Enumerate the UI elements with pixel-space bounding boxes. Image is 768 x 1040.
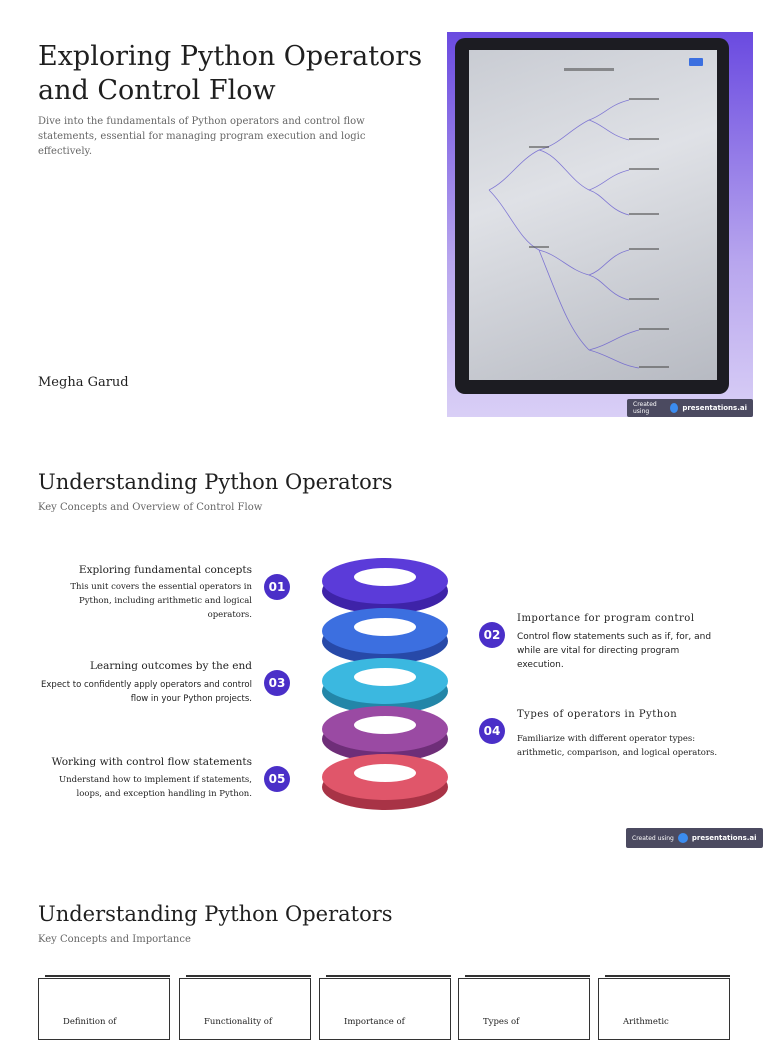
presentations-badge[interactable] [627, 399, 753, 417]
ring-stack-graphic [320, 558, 450, 808]
slide1-title: Exploring Python Operators and Control Flow [38, 41, 423, 106]
card-2-label: Functionality of [204, 1017, 273, 1027]
slide1-subtitle: Dive into the fundamentals of Python operators and control flow statements, essential for managing program execution and logic effectively. [38, 116, 366, 157]
item-01-body: This unit covers the essential operators in Python, including arithmetic and logical operators. [70, 582, 252, 620]
item-04-number: 04 [479, 718, 505, 744]
card-2 [179, 978, 311, 1040]
item-02-heading: Importance for program control [517, 613, 695, 624]
author-name: Megha Garud [38, 375, 129, 390]
card-5-label: Arithmetic [623, 1017, 669, 1027]
card-4 [458, 978, 590, 1040]
card-1-label: Definition of [63, 1017, 117, 1027]
ring-5 [322, 754, 448, 800]
ring-1-hole [354, 568, 416, 586]
mind-map-screenshot [469, 50, 717, 380]
badge-brand: presentations.ai [682, 404, 747, 412]
slide2-subtitle: Key Concepts and Overview of Control Flow [38, 502, 263, 513]
item-05-number: 05 [264, 766, 290, 792]
item-01-number: 01 [264, 574, 290, 600]
ring-3-hole [354, 668, 416, 686]
ring-5-hole [354, 764, 416, 782]
slide3-subtitle: Key Concepts and Importance [38, 934, 191, 945]
ring-4-hole [354, 716, 416, 734]
presentations-logo-icon [670, 403, 678, 413]
ring-1 [322, 558, 448, 604]
item-05-heading: Working with control flow statements [51, 756, 252, 768]
item-04-heading: Types of operators in Python [517, 709, 678, 720]
ring-4 [322, 706, 448, 752]
item-03-number: 03 [264, 670, 290, 696]
presentations-badge-2[interactable] [626, 828, 763, 848]
item-03-heading: Learning outcomes by the end [89, 660, 252, 672]
card-5 [598, 978, 730, 1040]
item-02-body: Control flow statements such as if, for, and while are vital for directing program execution. [517, 632, 712, 670]
card-1 [38, 978, 170, 1040]
presentations-logo-icon-2 [678, 833, 688, 843]
item-04-body: Familiarize with different operator types: arithmetic, comparison, and logical operators. [517, 734, 718, 758]
item-01-heading: Exploring fundamental concepts [78, 564, 252, 576]
card-4-label: Types of [483, 1017, 520, 1027]
item-02-number: 02 [479, 622, 505, 648]
badge-brand-2: presentations.ai [691, 834, 757, 842]
badge-prefix: Created using [633, 401, 657, 415]
card-3-label: Importance of [344, 1017, 405, 1027]
badge-prefix-2: Created using [632, 834, 674, 842]
ring-2-hole [354, 618, 416, 636]
hero-image [447, 32, 753, 417]
slide2-title: Understanding Python Operators [38, 470, 393, 494]
ring-3 [322, 658, 448, 704]
ring-2 [322, 608, 448, 654]
laptop-screen [455, 38, 729, 394]
item-03-body: Expect to confidently apply operators and control flow in your Python projects. [41, 680, 252, 704]
mind-map-graphic [469, 50, 717, 380]
card-3 [319, 978, 451, 1040]
slide3-title: Understanding Python Operators [38, 902, 393, 926]
item-05-body: Understand how to implement if statements, loops, and exception handling in Python. [59, 775, 252, 799]
